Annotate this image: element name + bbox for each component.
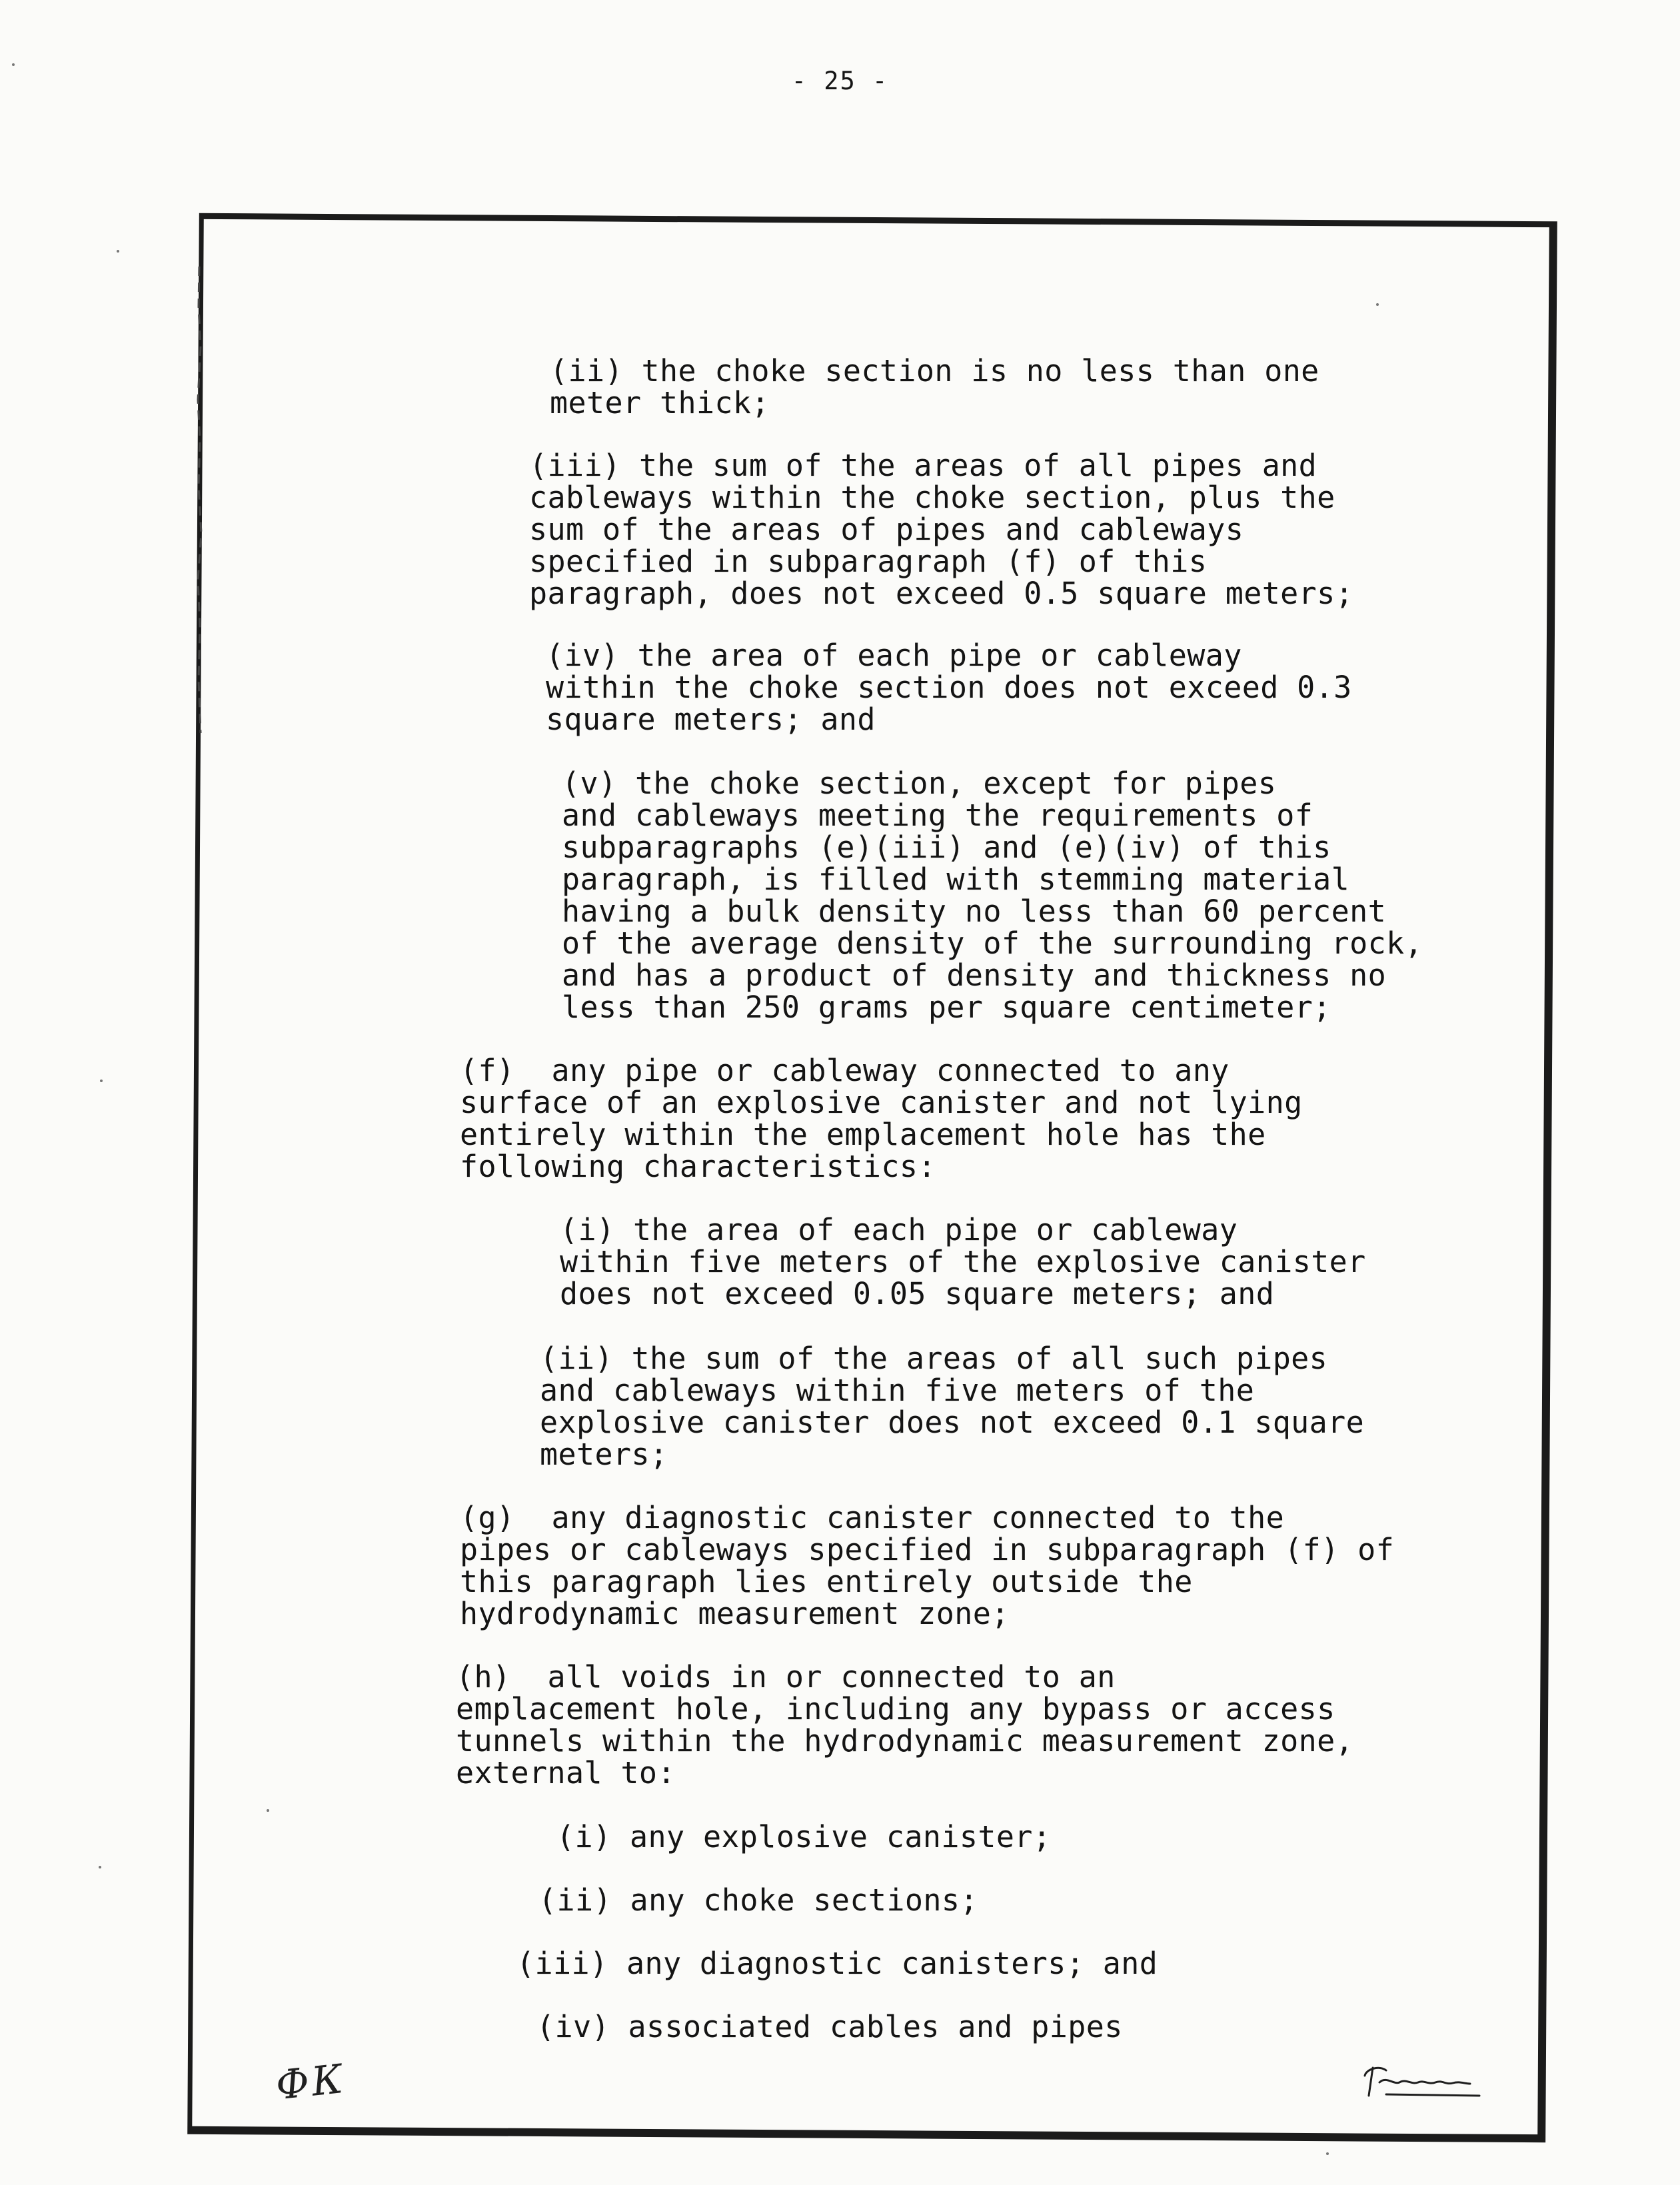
scan-speck: [117, 250, 119, 253]
clause-g: (g) any diagnostic canister connected to the pipes or cableways specified in subparagraph (f) of this paragraph lies entirely outside the hydrodynamic measurement zone;: [460, 1500, 1395, 1631]
page-number: - 25 -: [791, 67, 889, 95]
clause-e-iii: (iii) the sum of the areas of all pipes and cableways within the choke section, plus the sum of the areas of pipes and cableways specified in subparagraph (f) of this paragraph, does not exceed 0.5 square meters;: [529, 448, 1354, 611]
scan-speck: [1376, 303, 1379, 306]
scan-speck: [1326, 2152, 1329, 2155]
clause-e-v: (v) the choke section, except for pipes and cableways meeting the requirements of subparagraphs (e)(iii) and (e)(iv) of this paragraph, is filled with stemming material having a bulk density no less than 60 percent of the average density of the surrounding rock, and has a product of density and thickness no less than 250 grams per square centimeter;: [562, 766, 1423, 1025]
clause-f: (f) any pipe or cableway connected to any surface of an explosive canister and not lying entirely within the emplacement hole has the following characteristics:: [460, 1053, 1303, 1184]
scan-speck: [267, 1809, 269, 1812]
handwritten-initials: ФК: [273, 2055, 348, 2110]
clause-e-ii: (ii) the choke section is no less than one meter thick;: [550, 353, 1319, 420]
scan-bleed-mark: [193, 267, 205, 733]
clause-h: (h) all voids in or connected to an emplacement hole, including any bypass or access tunnels within the hydrodynamic measurement zone, external to:: [456, 1659, 1354, 1791]
clause-h-iii: (iii) any diagnostic canisters; and: [516, 1946, 1158, 1981]
scan-speck: [100, 1080, 103, 1082]
clause-h-i: (i) any explosive canister;: [556, 1819, 1052, 1854]
clause-f-i: (i) the area of each pipe or cableway within five meters of the explosive canister does not exceed 0.05 square meters; and: [560, 1212, 1366, 1311]
scan-speck: [99, 1866, 101, 1868]
clause-f-ii: (ii) the sum of the areas of all such pipes and cableways within five meters of the explosive canister does not exceed 0.1 square meters;: [540, 1341, 1365, 1472]
clause-e-iv: (iv) the area of each pipe or cableway within the choke section does not exceed 0.3 square meters; and: [546, 638, 1352, 737]
scan-speck: [12, 63, 15, 66]
clause-h-ii: (ii) any choke sections;: [538, 1882, 978, 1918]
handwritten-signature: [1359, 2056, 1486, 2102]
clause-h-iv: (iv) associated cables and pipes: [536, 2009, 1123, 2044]
